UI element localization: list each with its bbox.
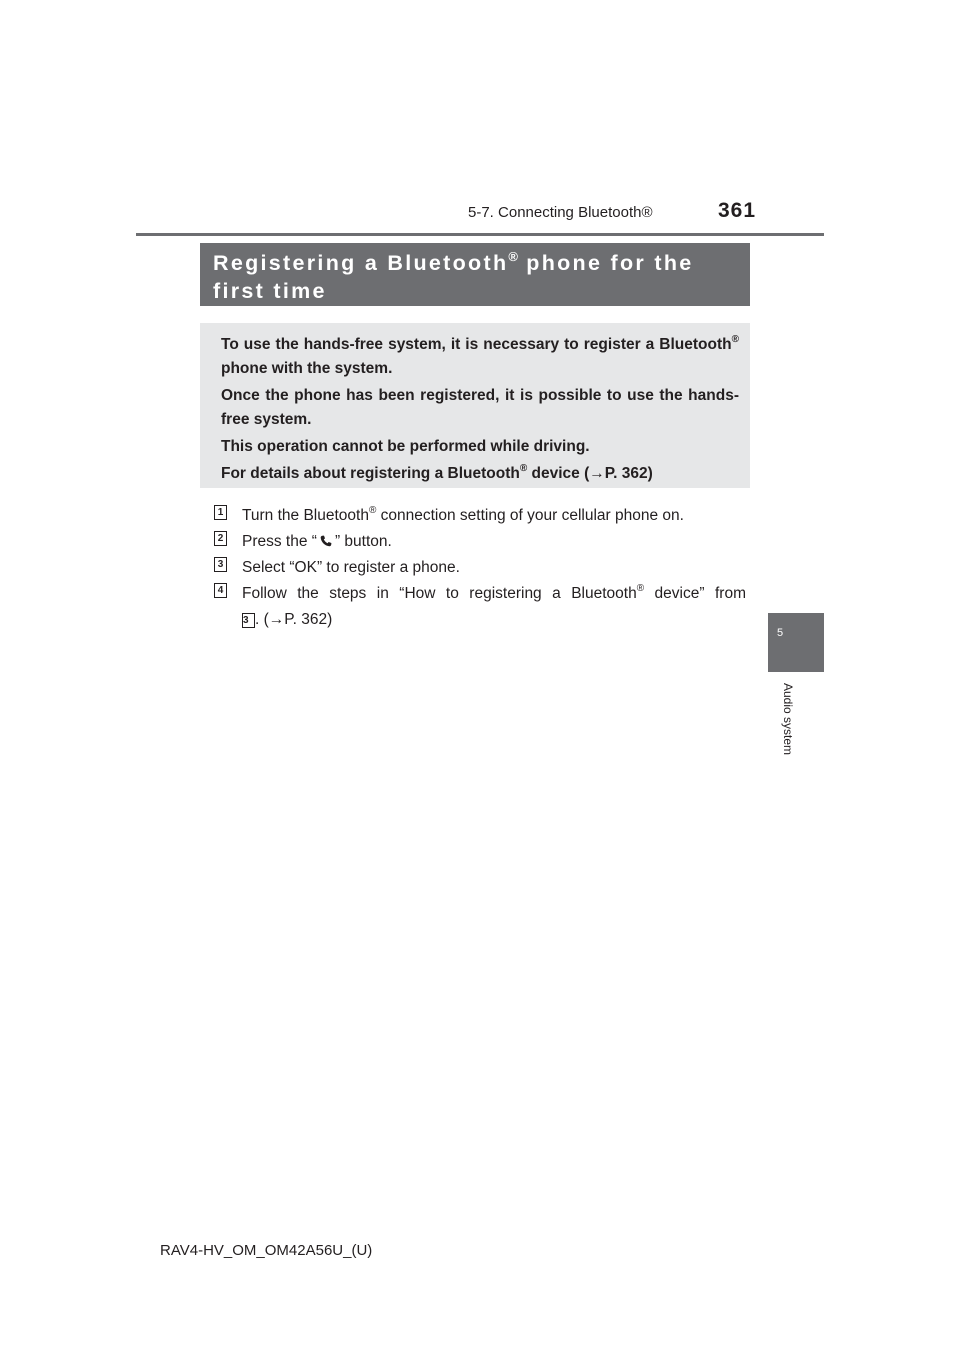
- step-text: Turn the Bluetooth® connection setting of your cellular phone on.: [242, 505, 684, 524]
- intro-paragraph: For details about registering a Bluetooth® device (→P. 362): [221, 463, 653, 482]
- header-divider: [136, 233, 824, 236]
- section-header: 5-7. Connecting Bluetooth®: [468, 204, 653, 221]
- step-item: [214, 581, 746, 633]
- step-item: [214, 503, 746, 529]
- intro-box: [200, 323, 750, 488]
- step-item: [214, 529, 746, 555]
- phone-icon: [320, 530, 332, 542]
- page-number: 361: [718, 199, 757, 222]
- title-bar: [200, 243, 750, 306]
- step-number-badge: 2: [214, 531, 227, 546]
- step-reference-badge: 3: [242, 613, 255, 628]
- intro-paragraph: Once the phone has been registered, it is possible to use the hands-free system.: [221, 387, 739, 428]
- step-number-badge: 3: [214, 557, 227, 572]
- step-text: Press the “ ” button.: [242, 529, 746, 555]
- intro-paragraph: This operation cannot be performed while driving.: [221, 438, 590, 455]
- document-code: RAV4-HV_OM_OM42A56U_(U): [160, 1242, 373, 1259]
- step-number-badge: 1: [214, 505, 227, 520]
- page-title: Registering a Bluetooth® phone for the first time: [213, 249, 694, 303]
- chapter-number: 5: [776, 627, 784, 639]
- intro-paragraph: To use the hands-free system, it is necessary to register a Bluetooth® phone with the system.: [221, 334, 739, 377]
- step-list: [214, 503, 746, 633]
- chapter-label: Audio system: [781, 683, 795, 756]
- step-item: [214, 555, 746, 581]
- step-number-badge: 4: [214, 583, 227, 598]
- chapter-tab: [768, 613, 824, 672]
- step-text: Follow the steps in “How to registering a Bluetooth® device” from 3 . (→P. 362): [242, 583, 746, 628]
- step-text: Select “OK” to register a phone.: [242, 559, 460, 576]
